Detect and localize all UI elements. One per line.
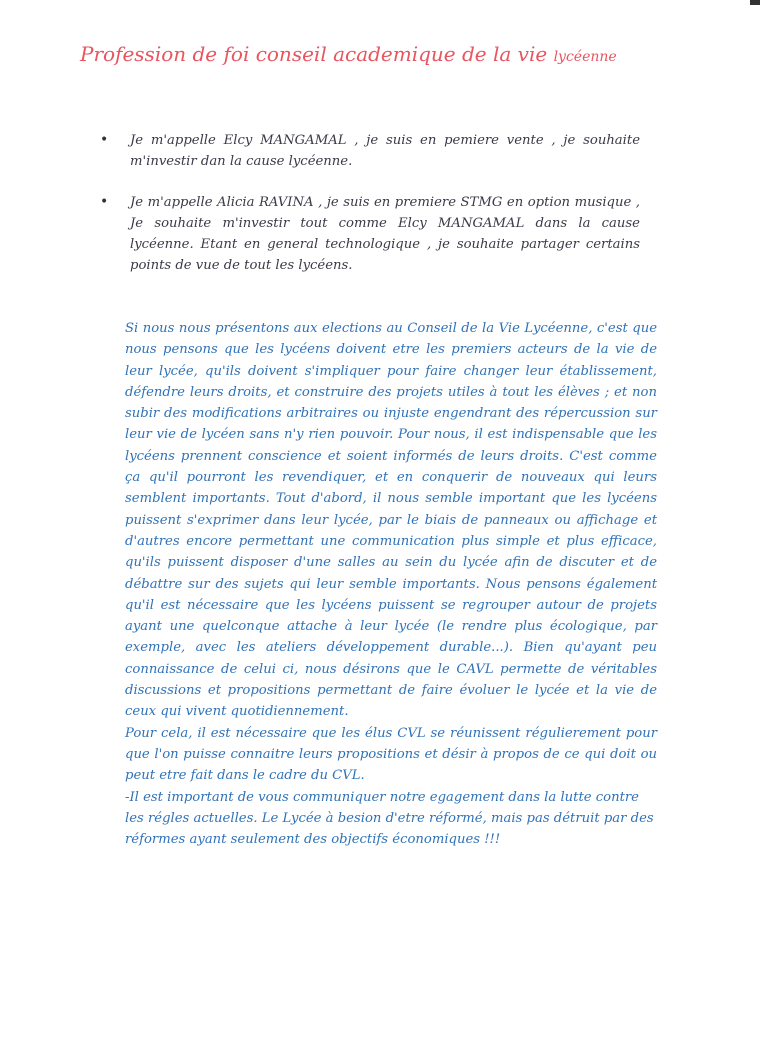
bullet-dot-icon: • <box>100 132 109 148</box>
bullet-dot-icon: • <box>100 194 109 210</box>
scan-corner-mark <box>750 0 760 5</box>
list-item <box>100 130 640 172</box>
body-paragraph: Pour cela, il est nécessaire que les élus CVL se réunissent régulierement pour que l'on puisse connaitre leurs propositions et désir à propos de ce qui doit ou peut etre fait dans le cadre du CVL. <box>125 725 657 784</box>
title-main: Profession de foi conseil academique de la vie <box>80 42 548 66</box>
intro-text: Je m'appelle Alicia RAVINA , je suis en premiere STMG en option musique , Je souhaite m'investir tout comme Elcy MANGAMAL dans la cause lycéenne. Etant en general technologique , je souhaite partager certains points de vue de tout les lycéens. <box>130 195 640 273</box>
title-small: lycéenne <box>553 49 617 65</box>
profession-body <box>125 318 657 850</box>
intro-text: Je m'appelle Elcy MANGAMAL , je suis en pemiere vente , je souhaite m'investir dan la cause lycéenne. <box>130 133 640 169</box>
body-paragraph: Si nous nous présentons aux elections au Conseil de la Vie Lycéenne, c'est que nous pensons que les lycéens doivent etre les premiers acteurs de la vie de leur lycée, qu'ils doivent s'impliquer pour faire changer leur établissement, défendre leurs droits, et construire des projets utiles à tout les élèves ; et non subir des modifications arbitraires ou injuste engendrant des répercussion sur leur vie de lycéen sans n'y rien pouvoir. Pour nous, il est indispensable que les lycéens prennent conscience et soient informés de leurs droits. C'est comme ça qu'il pourront les revendiquer, et en conquerir de nouveaux qui leurs semblent importants. Tout d'abord, il nous semble important que les lycéens puissent s'exprimer dans leur lycée, par le biais de panneaux ou affichage et d'autres encore permettant une communication plus simple et plus efficace, qu'ils puissent disposer d'une salles au sein du lycée afin de discuter et de débattre sur des sujets qui leur semble importants. Nous pensons également qu'il est nécessaire que les lycéens puissent se regrouper autour de projets ayant une quelconque attache à leur lycée (le rendre plus écologique, par exemple, avec les ateliers développement durable...). Bien qu'ayant peu connaissance de celui ci, nous désirons que le CAVL permette de véritables discussions et propositions permettant de faire évoluer le lycée et la vie de ceux qui vivent quotidiennement. <box>125 321 657 720</box>
list-item <box>100 192 640 276</box>
body-paragraph: -Il est important de vous communiquer notre egagement dans la lutte contre les régles actuelles. Le Lycée à besion d'etre réformé, mais pas détruit par des réformes ayant seulement des objectifs économiques !!! <box>125 789 654 848</box>
candidate-intro-list <box>100 130 640 296</box>
document-title <box>80 42 740 66</box>
